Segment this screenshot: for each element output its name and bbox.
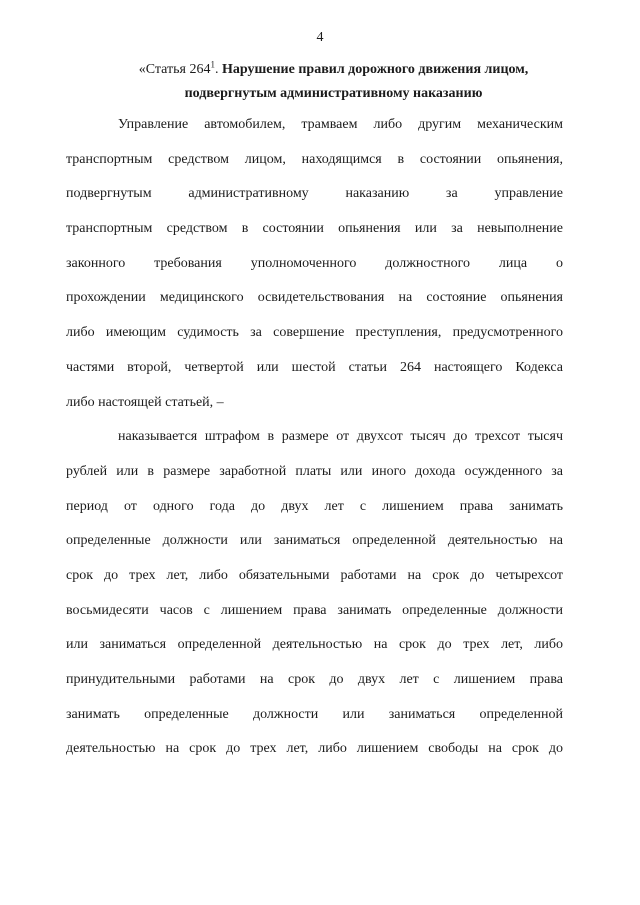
article-heading	[104, 58, 563, 106]
body-line: срок до трех лет, либо обязательными работами на срок до четырехсот	[66, 567, 563, 583]
body-line: либо имеющим судимость за совершение преступления, предусмотренного	[66, 325, 563, 341]
article-title-line-2: подвергнутым административному наказанию	[184, 86, 483, 101]
document-body	[66, 108, 563, 767]
body-line: период от одного года до двух лет с лишением права занимать	[66, 498, 563, 514]
body-line: занимать определенные должности или заниматься определенной	[66, 706, 563, 722]
body-line: транспортным средством в состоянии опьянения или за невыполнение	[66, 221, 563, 237]
body-line: транспортным средством лицом, находящимся в состоянии опьянения,	[66, 151, 563, 167]
article-heading-line-1	[104, 58, 563, 82]
body-line: восьмидесяти часов с лишением права занимать определенные должности	[66, 602, 563, 618]
body-line: или заниматься определенной деятельностью на срок до трех лет, либо	[66, 637, 563, 653]
body-line: рублей или в размере заработной платы или иного дохода осужденного за	[66, 463, 563, 479]
article-title-line-1: Нарушение правил дорожного движения лицом,	[221, 62, 529, 77]
body-line: законного требования уполномоченного должностного лица о	[66, 255, 563, 271]
article-number: «Статья $264^1$.	[138, 59, 222, 77]
body-line: деятельностью на срок до трех лет, либо лишением свободы на срок до	[66, 741, 563, 757]
body-line: подвергнутым административному наказанию за управление	[66, 186, 563, 202]
body-line: определенные должности или заниматься определенной деятельностью на	[66, 533, 563, 549]
page-number: 4	[316, 30, 324, 45]
body-line: наказывается штрафом в размере от двухсот тысяч до трехсот тысяч	[118, 429, 563, 445]
body-line: либо настоящей статьей, –	[66, 394, 224, 410]
body-line: принудительными работами на срок до двух лет с лишением права	[66, 672, 563, 687]
article-number-superscript: 1	[210, 59, 215, 70]
body-line: прохождении медицинского освидетельствования на состояние опьянения	[66, 290, 563, 306]
article-heading-line-2	[104, 82, 563, 106]
body-line: частями второй, четвертой или шестой статьи 264 настоящего Кодекса	[66, 359, 563, 375]
body-line: Управление автомобилем, трамваем либо другим механическим	[118, 117, 563, 132]
